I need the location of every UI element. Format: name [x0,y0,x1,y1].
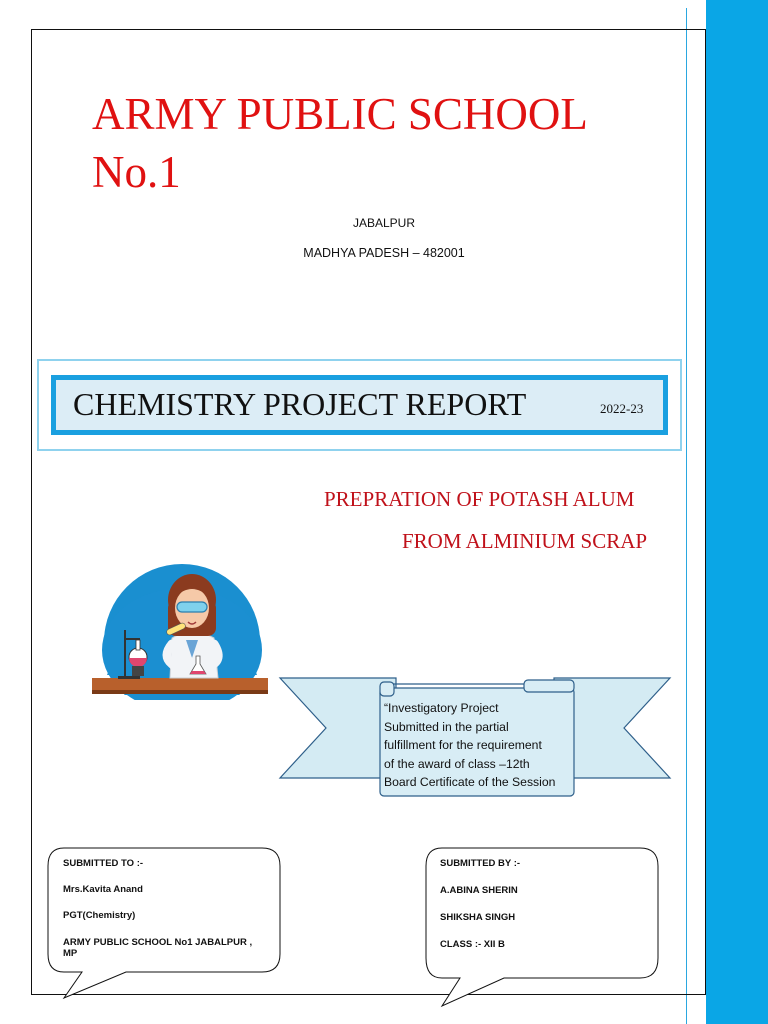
submitted-by-bubble [424,846,664,1010]
description-line: Submitted in the partial [384,719,509,734]
project-description [384,699,574,792]
side-color-bar [706,0,768,1024]
teacher-school [63,937,278,959]
description-line: fulfillment for the requirement [384,738,542,752]
teacher-school-line1: ARMY PUBLIC SCHOOL No1 JABALPUR , [63,937,253,948]
student-name-1: A.ABINA SHERIN [440,885,518,896]
chemist-illustration [92,560,272,700]
school-name-line2: No.1 [92,147,181,197]
description-line: of the award of class –12th [384,756,530,771]
school-city: JABALPUR [352,216,416,230]
school-name-line1: ARMY PUBLIC SCHOOL [92,89,588,139]
student-class: CLASS :- XII B [440,939,505,950]
submitted-to-heading: SUBMITTED TO :- [63,858,144,869]
project-topic-line2: FROM ALMINIUM SCRAP [402,529,648,553]
submitted-by-heading: SUBMITTED BY :- [440,858,521,869]
teacher-school-line2: MP [63,948,78,959]
project-topic-line1: PREPRATION OF POTASH ALUM [324,487,635,511]
teacher-designation: PGT(Chemistry) [63,910,136,921]
report-title: CHEMISTRY PROJECT REPORT [73,386,527,422]
submitted-to-bubble [46,846,286,1002]
student-name-2: SHIKSHA SINGH [440,912,516,923]
report-year: 2022-23 [600,401,644,416]
description-line: Board Certificate of the Session [384,775,556,789]
teacher-name: Mrs.Kavita Anand [63,884,143,895]
description-line: “Investigatory Project [384,701,499,715]
school-address: MADHYA PADESH – 482001 [303,246,465,260]
